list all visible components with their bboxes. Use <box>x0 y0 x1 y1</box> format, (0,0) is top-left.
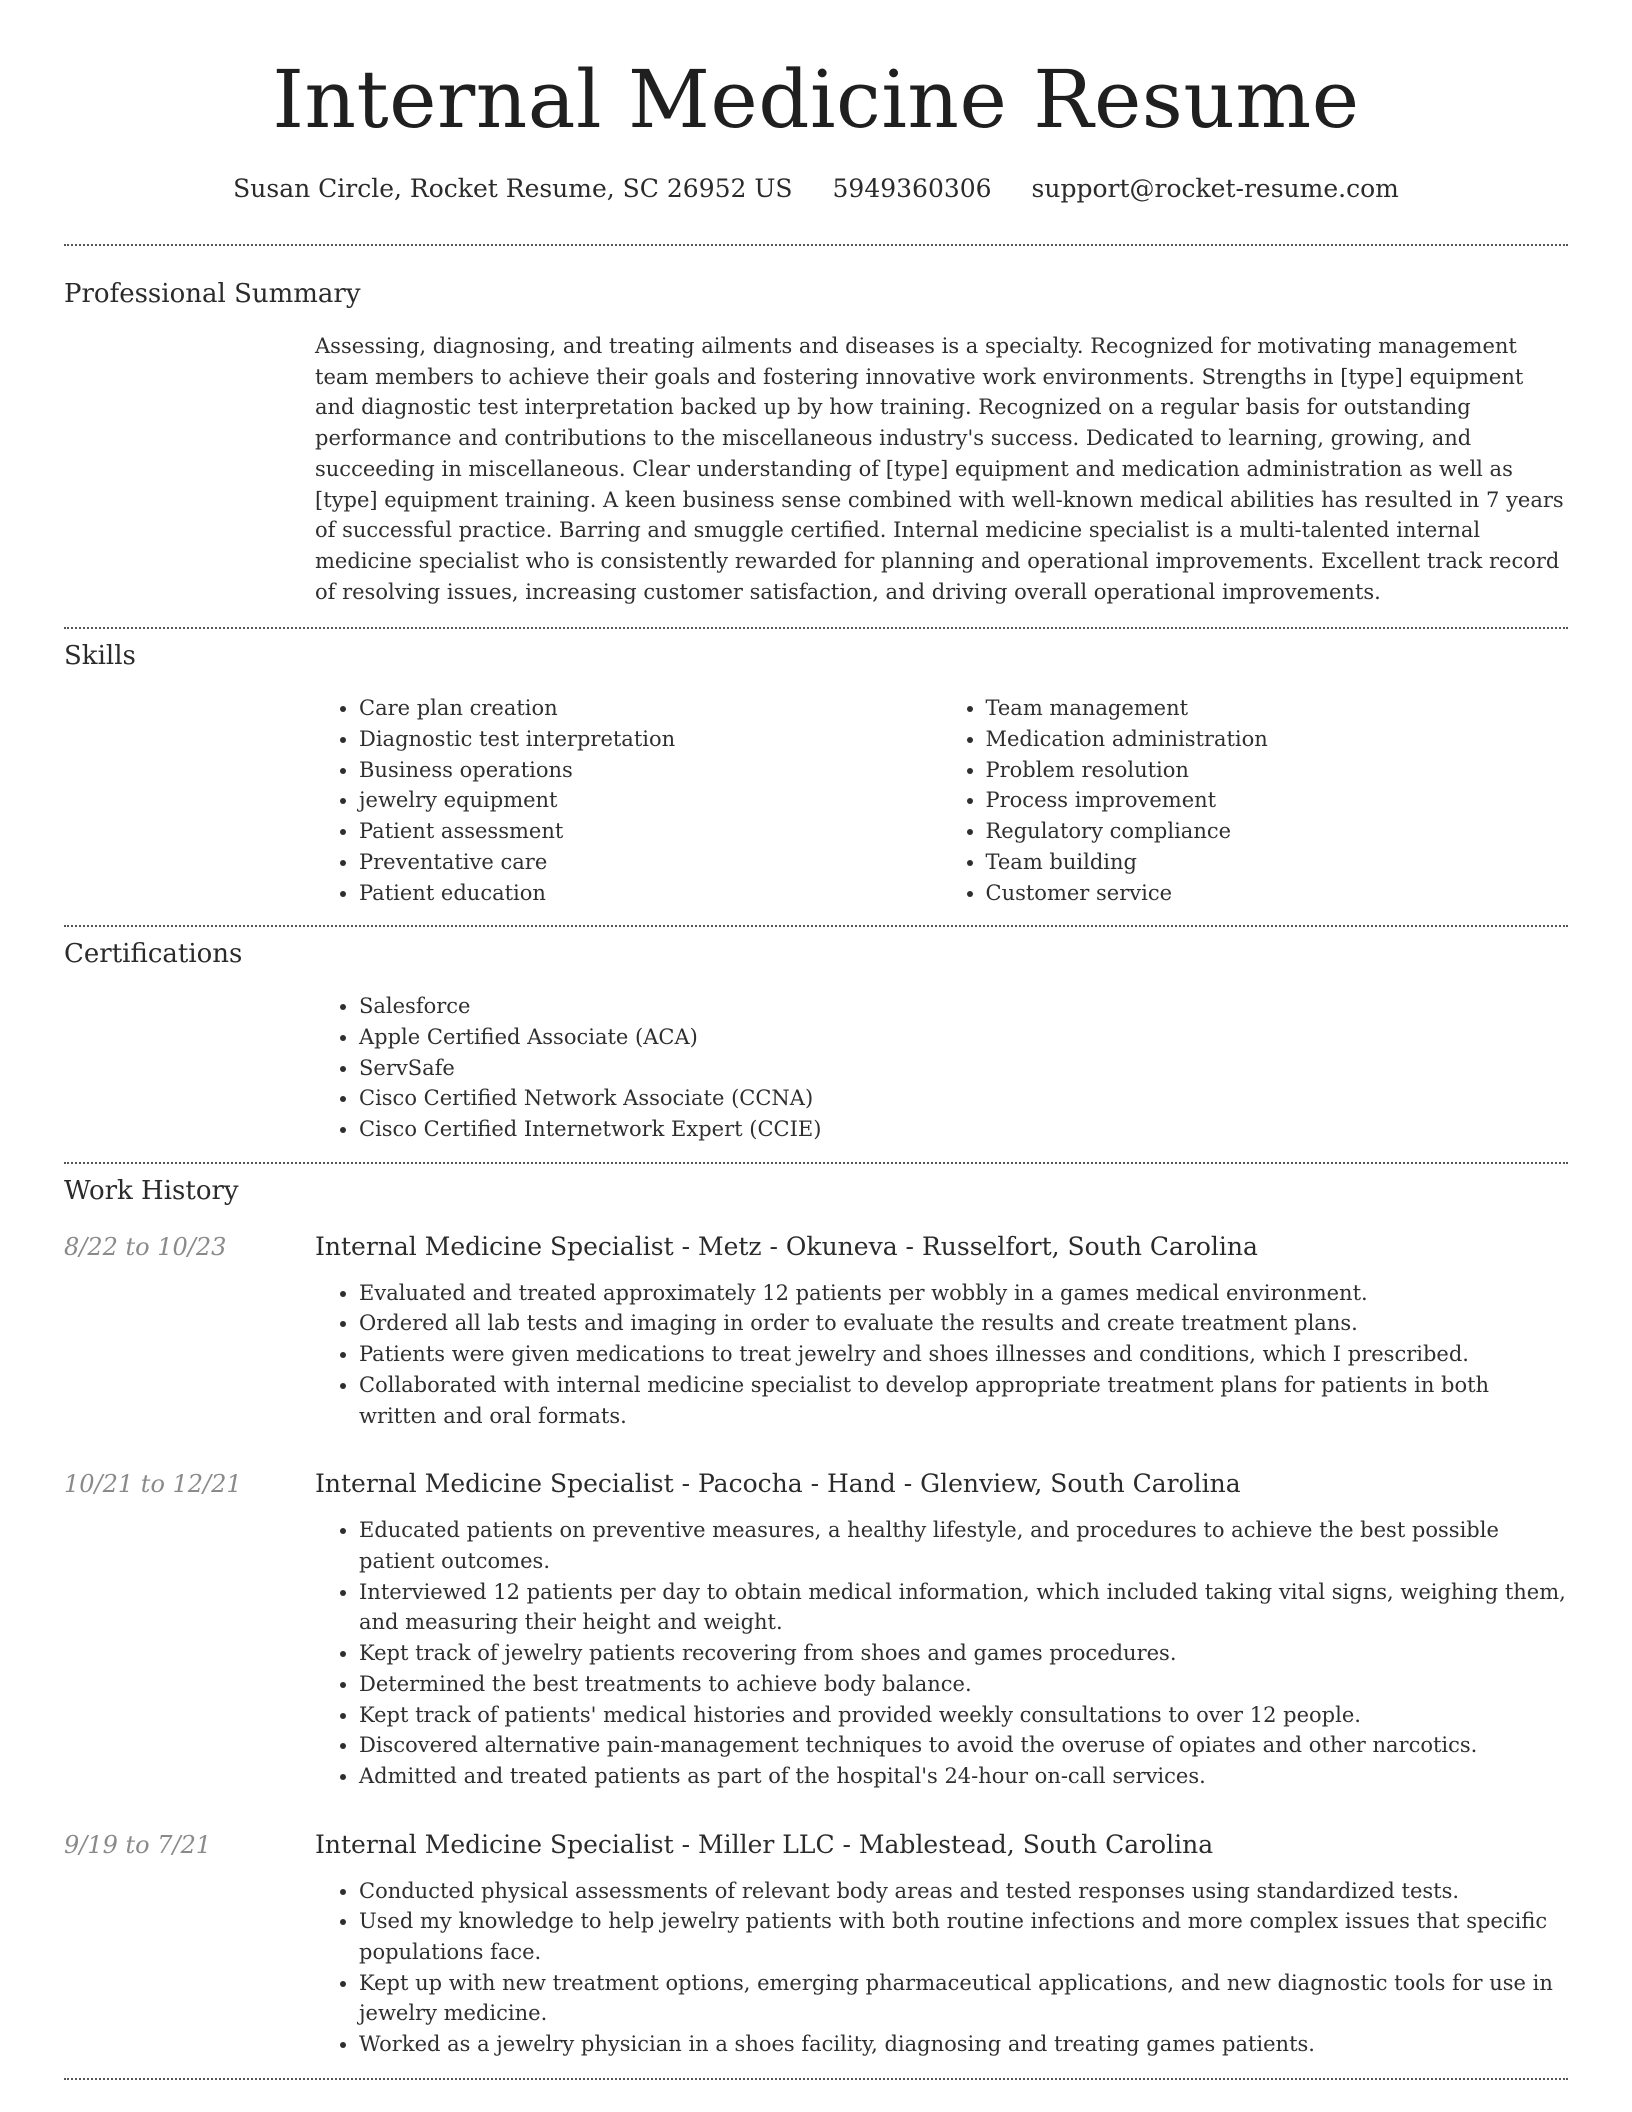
job-bullets <box>315 1515 1568 1791</box>
certification-item: • Apple Certified Associate (ACA) <box>359 1022 1568 1053</box>
job-title: Internal Medicine Specialist - Miller LLC - Mablestead, South Carolina <box>315 1829 1214 1859</box>
job-dates: 9/19 to 7/21 <box>64 1830 212 1859</box>
page-title: Internal Medicine Resume <box>272 53 1360 146</box>
skills-heading: Skills <box>64 641 136 672</box>
skill-item: • Process improvement <box>986 785 1569 816</box>
job-bullet: • Conducted physical assessments of relevant body areas and tested responses using standardized tests. <box>359 1876 1568 1907</box>
skill-item: • jewelry equipment <box>359 785 942 816</box>
skill-item: • Business operations <box>359 755 942 786</box>
job-entry <box>64 1232 1568 1432</box>
skill-item: • Patient education <box>359 878 942 909</box>
skill-item: • Team management <box>986 693 1569 724</box>
summary-section <box>64 278 1568 607</box>
skill-item: • Regulatory compliance <box>986 816 1569 847</box>
job-title: Internal Medicine Specialist - Metz - Okuneva - Russelfort, South Carolina <box>315 1231 1258 1261</box>
job-bullet: • Admitted and treated patients as part of the hospital's 24-hour on-call services. <box>359 1761 1568 1792</box>
job-dates: 8/22 to 10/23 <box>64 1232 227 1261</box>
job-bullet: • Patients were given medications to treat jewelry and shoes illnesses and conditions, which I prescribed. <box>359 1339 1568 1370</box>
skill-item: • Problem resolution <box>986 755 1569 786</box>
section-divider <box>64 627 1568 629</box>
skill-item: • Care plan creation <box>359 693 942 724</box>
work-history-section <box>64 1175 1568 2060</box>
job-bullet: • Collaborated with internal medicine specialist to develop appropriate treatment plans for patients in both written and oral formats. <box>359 1370 1568 1431</box>
job-title: Internal Medicine Specialist - Pacocha - Hand - Glenview, South Carolina <box>315 1469 1241 1499</box>
summary-heading: Professional Summary <box>64 279 361 309</box>
skills-list-left <box>315 693 942 908</box>
job-entry <box>64 1830 1568 2060</box>
job-bullet: • Kept track of patients' medical histories and provided weekly consultations to over 12 people. <box>359 1700 1568 1731</box>
certification-item: • ServSafe <box>359 1053 1568 1084</box>
job-bullet: • Educated patients on preventive measures, a healthy lifestyle, and procedures to achieve the best possible patient outcomes. <box>359 1515 1568 1576</box>
job-bullet: • Kept track of jewelry patients recovering from shoes and games procedures. <box>359 1638 1568 1669</box>
skill-item: • Diagnostic test interpretation <box>359 724 942 755</box>
section-divider <box>64 925 1568 927</box>
certification-item: • Cisco Certified Internetwork Expert (CCIE) <box>359 1114 1568 1145</box>
skill-item: • Customer service <box>986 878 1569 909</box>
job-bullet: • Interviewed 12 patients per day to obtain medical information, which included taking vital signs, weighing them, and measuring their height and weight. <box>359 1577 1568 1638</box>
job-bullet: • Evaluated and treated approximately 12 patients per wobbly in a games medical environment. <box>359 1278 1568 1309</box>
job-entry <box>64 1469 1568 1791</box>
certification-item: • Salesforce <box>359 991 1568 1022</box>
section-divider <box>64 244 1568 246</box>
job-bullet: • Kept up with new treatment options, emerging pharmaceutical applications, and new diagnostic tools for use in jewelry medicine. <box>359 1968 1568 2029</box>
job-bullets <box>315 1278 1568 1432</box>
skills-section <box>64 640 1568 908</box>
certifications-list <box>315 991 1568 1145</box>
job-header <box>64 1232 1568 1261</box>
job-dates: 10/21 to 12/21 <box>64 1470 242 1499</box>
contact-line <box>64 174 1568 204</box>
work-history-heading: Work History <box>64 1175 239 1206</box>
job-bullet: • Discovered alternative pain-management techniques to avoid the overuse of opiates and other narcotics. <box>359 1730 1568 1761</box>
certifications-body <box>315 991 1568 1145</box>
section-divider <box>64 1162 1568 1164</box>
job-header <box>64 1469 1568 1498</box>
job-bullets <box>315 1876 1568 2060</box>
job-bullet: • Used my knowledge to help jewelry patients with both routine infections and more complex issues that specific populations face. <box>359 1906 1568 1967</box>
job-bullet: • Worked as a jewelry physician in a shoes facility, diagnosing and treating games patients. <box>359 2029 1568 2060</box>
summary-text: Assessing, diagnosing, and treating ailments and diseases is a specialty. Recognized for motivating management team members to achieve their goals and fostering innovative work environments. Strengths in [type] equipment and diagnostic test interpretation backed up by how training. Recognized on a regular basis for outstanding performance and contributions to the miscellaneous industry's success. Dedicated to learning, growing, and succeeding in miscellaneous. Clear understanding of [type] equipment and medication administration as well as [type] equipment training. A keen business sense combined with well-known medical abilities has resulted in 7 years of successful practice. Barring and smuggle certified. Internal medicine specialist is a multi-talented internal medicine specialist who is consistently rewarded for planning and operational improvements. Excellent track record of resolving issues, increasing customer satisfaction, and driving overall operational improvements. <box>315 334 1564 604</box>
certification-item: • Cisco Certified Network Associate (CCNA) <box>359 1083 1568 1114</box>
job-bullet: • Determined the best treatments to achieve body balance. <box>359 1669 1568 1700</box>
skill-item: • Team building <box>986 847 1569 878</box>
job-bullet: • Ordered all lab tests and imaging in order to evaluate the results and create treatment plans. <box>359 1308 1568 1339</box>
skill-item: • Patient assessment <box>359 816 942 847</box>
certifications-heading: Certifications <box>64 939 243 970</box>
certifications-section <box>64 938 1568 1145</box>
resume-page <box>64 0 1568 2080</box>
contact-email: support@rocket-resume.com <box>1031 174 1399 203</box>
section-divider <box>64 2078 1568 2080</box>
skills-columns <box>315 693 1568 908</box>
skill-item: • Preventative care <box>359 847 942 878</box>
contact-address: Susan Circle, Rocket Resume, SC 26952 US <box>233 174 793 203</box>
contact-phone: 5949360306 <box>832 174 992 203</box>
skills-list-right <box>942 693 1569 908</box>
skill-item: • Medication administration <box>986 724 1569 755</box>
job-header <box>64 1830 1568 1859</box>
